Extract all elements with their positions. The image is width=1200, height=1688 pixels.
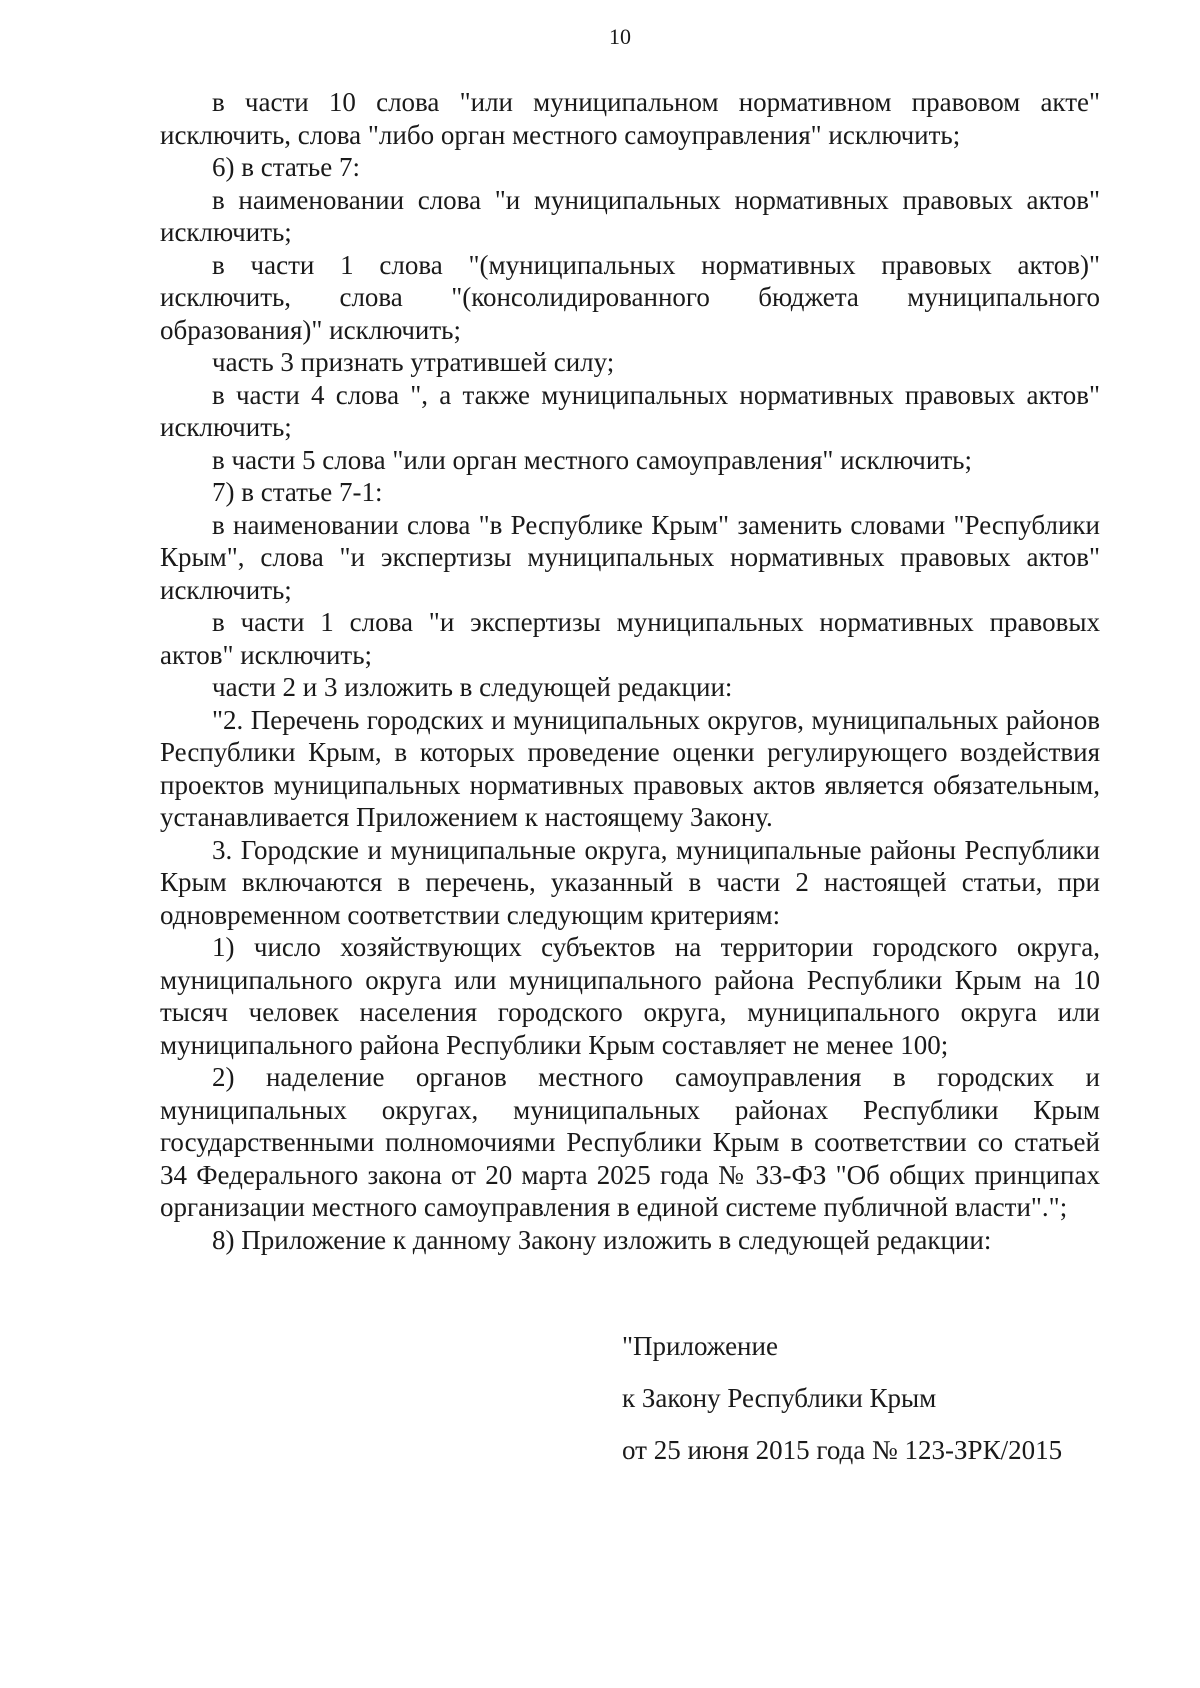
paragraph: 2) наделение органов местного самоуправления в городских и муниципальных округах, муниципальных районах Республики Крым государственными полномочиями Республики Крым в соответствии со статьей 34 Федерального закона от 20 марта 2025 года № 33-ФЗ "Об общих принципах организации местного самоуправления в единой системе публичной власти"."; — [160, 1062, 1100, 1222]
paragraph: часть 3 признать утратившей силу; — [212, 347, 615, 377]
appendix-title: "Приложение — [622, 1331, 778, 1361]
paragraph: в части 1 слова "(муниципальных нормативных правовых актов)" исключить, слова "(консолидированного бюджета муниципального образования)" исключить; — [160, 249, 1100, 345]
appendix-heading — [622, 1320, 1102, 1476]
appendix-law-reference: к Закону Республики Крым — [622, 1383, 937, 1413]
paragraph: в части 10 слова "или муниципальном нормативном правовом акте" исключить, слова "либо орган местного самоуправления" исключить; — [160, 87, 1100, 150]
paragraph: 7) в статье 7-1: — [212, 477, 383, 507]
appendix-law-date: от 25 июня 2015 года № 123-ЗРК/2015 — [622, 1435, 1063, 1465]
paragraph: 6) в статье 7: — [212, 152, 360, 182]
paragraph: в части 1 слова "и экспертизы муниципальных нормативных правовых актов" исключить; — [160, 607, 1100, 670]
paragraph: "2. Перечень городских и муниципальных округов, муниципальных районов Республики Крым, в которых проведение оценки регулирующего воздействия проектов муниципальных нормативных правовых актов является обязательным, устанавливается Приложением к настоящему Закону. — [160, 704, 1100, 832]
paragraph: в части 4 слова ", а также муниципальных нормативных правовых актов" исключить; — [160, 379, 1100, 442]
paragraph: в наименовании слова "и муниципальных нормативных правовых актов" исключить; — [160, 184, 1100, 247]
paragraph: 1) число хозяйствующих субъектов на территории городского округа, муниципального округа или муниципального района Республики Крым на 10 тысяч человек населения городского округа, муниципального округа или муниципального района Республики Крым составляет не менее 100; — [160, 932, 1100, 1060]
page-number: 10 — [609, 24, 631, 49]
paragraph: части 2 и 3 изложить в следующей редакции: — [212, 672, 733, 702]
paragraph: 8) Приложение к данному Закону изложить в следующей редакции: — [212, 1224, 992, 1255]
paragraph: в наименовании слова "в Республике Крым" заменить словами "Республики Крым", слова "и экспертизы муниципальных нормативных правовых актов" исключить; — [160, 509, 1100, 605]
document-body — [160, 86, 1100, 1256]
paragraph: 3. Городские и муниципальные округа, муниципальные районы Республики Крым включаются в перечень, указанный в части 2 настоящей статьи, при одновременном соответствии следующим критериям: — [160, 834, 1100, 930]
paragraph: в части 5 слова "или орган местного самоуправления" исключить; — [212, 444, 972, 475]
